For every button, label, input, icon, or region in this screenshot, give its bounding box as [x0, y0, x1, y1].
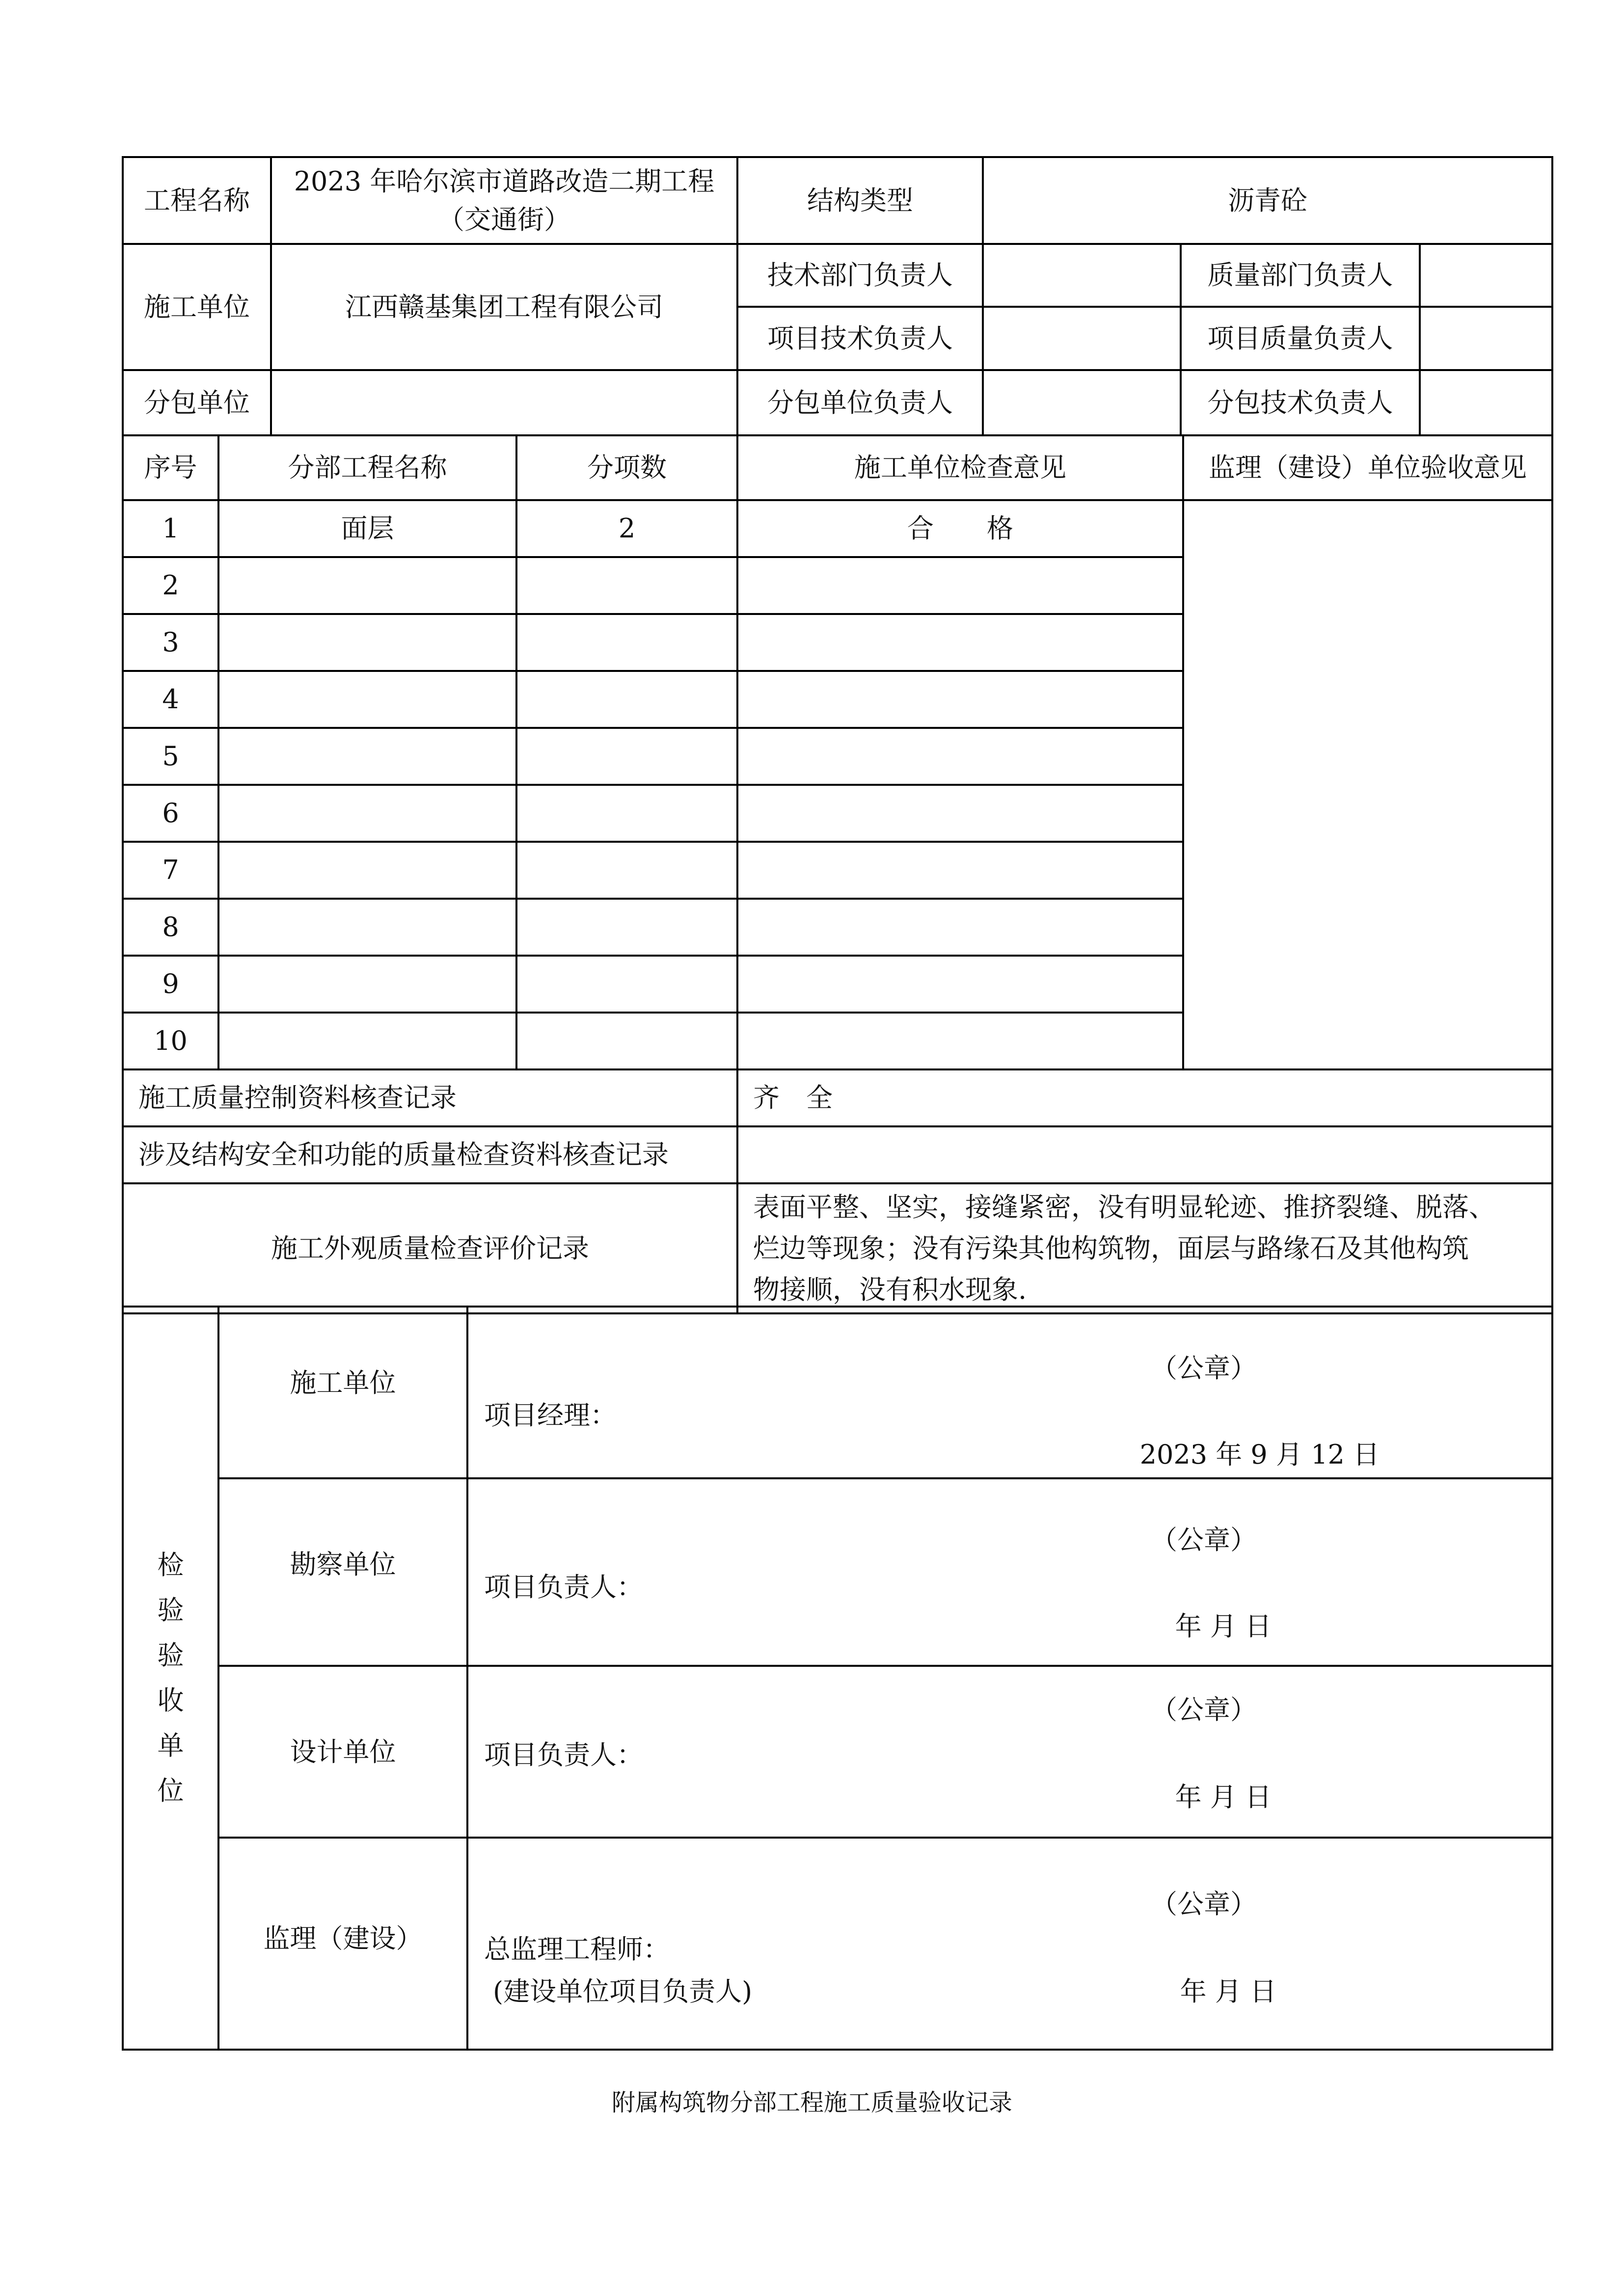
row-no: 10 — [123, 1013, 218, 1069]
appearance-line3: 物接顺，没有积水现象. — [753, 1274, 1027, 1305]
row-opinion — [737, 785, 1183, 842]
row-opinion — [737, 728, 1183, 785]
contractor-label: 施工单位 — [123, 244, 271, 370]
col-header-no: 序号 — [123, 435, 218, 500]
row-no: 9 — [123, 956, 218, 1013]
project-name-line2: （交通街） — [438, 204, 570, 235]
row-name — [218, 956, 516, 1013]
unit-label: 施工单位 — [218, 1307, 467, 1478]
role-text: 总监理工程师： — [484, 1934, 670, 1965]
row-opinion — [737, 1013, 1183, 1069]
row-count — [516, 785, 737, 842]
row-count: 2 — [516, 500, 737, 557]
acceptance-row-design — [123, 1666, 1552, 1838]
date-text: 年 月 日 — [1180, 1976, 1276, 2007]
project-tech-head-label: 项目技术负责人 — [737, 307, 983, 370]
quality-dept-head-value — [1420, 244, 1552, 307]
acceptance-group-label — [123, 1307, 218, 2050]
seal-text: （公章） — [1151, 1889, 1257, 1920]
row-count — [516, 557, 737, 614]
row-no: 1 — [123, 500, 218, 557]
seal-text: （公章） — [1151, 1694, 1257, 1725]
unit-label: 监理（建设） — [218, 1838, 467, 2050]
appearance-label: 施工外观质量检查评价记录 — [123, 1183, 737, 1313]
row-name: 面层 — [218, 500, 516, 557]
row-name — [218, 557, 516, 614]
subcontractor-label: 分包单位 — [123, 370, 271, 435]
date-text: 年 月 日 — [1175, 1611, 1272, 1642]
row-opinion: 合 格 — [737, 500, 1183, 557]
row-count — [516, 842, 737, 899]
row-no: 6 — [123, 785, 218, 842]
tech-dept-head-label: 技术部门负责人 — [737, 244, 983, 307]
row-count — [516, 956, 737, 1013]
subcontractor-value — [271, 370, 737, 435]
safety-function-value — [737, 1126, 1552, 1183]
items-table — [122, 434, 1553, 1314]
row-no: 5 — [123, 728, 218, 785]
date-text: 年 月 日 — [1175, 1782, 1272, 1813]
unit-signature — [467, 1838, 1552, 2050]
row-name — [218, 614, 516, 671]
row-count — [516, 1013, 737, 1069]
row-name — [218, 1013, 516, 1069]
appearance-line2: 烂边等现象；没有污染其他构筑物，面层与路缘石及其他构筑 — [753, 1232, 1469, 1264]
row-no: 4 — [123, 671, 218, 728]
col-header-supervision: 监理（建设）单位验收意见 — [1183, 435, 1552, 500]
row-opinion — [737, 842, 1183, 899]
role-text: 项目经理： — [484, 1400, 617, 1431]
table-row — [123, 500, 1552, 557]
group-char: 单 — [157, 1730, 184, 1761]
unit-label: 勘察单位 — [218, 1478, 467, 1666]
project-tech-head-value — [983, 307, 1181, 370]
group-char: 检 — [157, 1549, 184, 1580]
col-header-opinion: 施工单位检查意见 — [737, 435, 1183, 500]
date-text: 2023 年 9 月 12 日 — [1139, 1439, 1380, 1470]
row-opinion — [737, 956, 1183, 1013]
quality-dept-head-label: 质量部门负责人 — [1181, 244, 1420, 307]
row-name — [218, 728, 516, 785]
subcontractor-tech-head-label: 分包技术负责人 — [1181, 370, 1420, 435]
appearance-value — [737, 1183, 1552, 1313]
group-char: 验 — [157, 1640, 184, 1671]
row-name — [218, 842, 516, 899]
row-name — [218, 899, 516, 956]
row-count — [516, 671, 737, 728]
project-name-value — [271, 157, 737, 244]
unit-signature — [467, 1478, 1552, 1666]
row-opinion — [737, 614, 1183, 671]
row-count — [516, 728, 737, 785]
quality-control-label: 施工质量控制资料核查记录 — [123, 1069, 737, 1126]
project-quality-head-value — [1420, 307, 1552, 370]
contractor-value: 江西赣基集团工程有限公司 — [271, 244, 737, 370]
subcontractor-head-value — [983, 370, 1181, 435]
items-header-row — [123, 435, 1552, 500]
structure-type-value: 沥青砼 — [983, 157, 1552, 244]
acceptance-table — [122, 1306, 1553, 2051]
safety-function-row — [123, 1126, 1552, 1183]
row-opinion — [737, 899, 1183, 956]
subcontractor-tech-head-value — [1420, 370, 1552, 435]
row-no: 3 — [123, 614, 218, 671]
unit-label: 设计单位 — [218, 1666, 467, 1838]
project-info-table — [122, 156, 1553, 436]
seal-text: （公章） — [1151, 1353, 1257, 1384]
row-no: 8 — [123, 899, 218, 956]
row-opinion — [737, 557, 1183, 614]
acceptance-row-supervision — [123, 1838, 1552, 2050]
group-char: 验 — [157, 1595, 184, 1626]
row-name — [218, 671, 516, 728]
structure-type-label: 结构类型 — [737, 157, 983, 244]
project-name-label: 工程名称 — [123, 157, 271, 244]
subcontractor-head-label: 分包单位负责人 — [737, 370, 983, 435]
safety-function-label: 涉及结构安全和功能的质量检查资料核查记录 — [123, 1126, 737, 1183]
document-title: 附属构筑物分部工程施工质量验收记录 — [611, 2089, 1012, 2116]
col-header-name: 分部工程名称 — [218, 435, 516, 500]
appearance-line1: 表面平整、坚实，接缝紧密，没有明显轮迹、推挤裂缝、脱落、 — [753, 1191, 1495, 1223]
project-quality-head-label: 项目质量负责人 — [1181, 307, 1420, 370]
row-count — [516, 614, 737, 671]
acceptance-row-contractor — [123, 1307, 1552, 1478]
row-no: 7 — [123, 842, 218, 899]
seal-text: （公章） — [1151, 1524, 1257, 1555]
unit-signature — [467, 1666, 1552, 1838]
role-text: 项目负责人： — [484, 1739, 643, 1770]
col-header-count: 分项数 — [516, 435, 737, 500]
acceptance-row-survey — [123, 1478, 1552, 1666]
appearance-row — [123, 1183, 1552, 1313]
supervision-opinion — [1183, 500, 1552, 1069]
quality-control-value: 齐 全 — [737, 1069, 1552, 1126]
role2-text: (建设单位项目负责人) — [493, 1976, 753, 2007]
row-name — [218, 785, 516, 842]
unit-signature — [467, 1307, 1552, 1478]
row-opinion — [737, 671, 1183, 728]
group-char: 收 — [157, 1685, 184, 1716]
tech-dept-head-value — [983, 244, 1181, 307]
row-no: 2 — [123, 557, 218, 614]
project-name-line1: 2023 年哈尔滨市道路改造二期工程 — [294, 165, 715, 197]
row-count — [516, 899, 737, 956]
quality-control-row — [123, 1069, 1552, 1126]
group-char: 位 — [157, 1775, 184, 1806]
role-text: 项目负责人： — [484, 1572, 643, 1602]
